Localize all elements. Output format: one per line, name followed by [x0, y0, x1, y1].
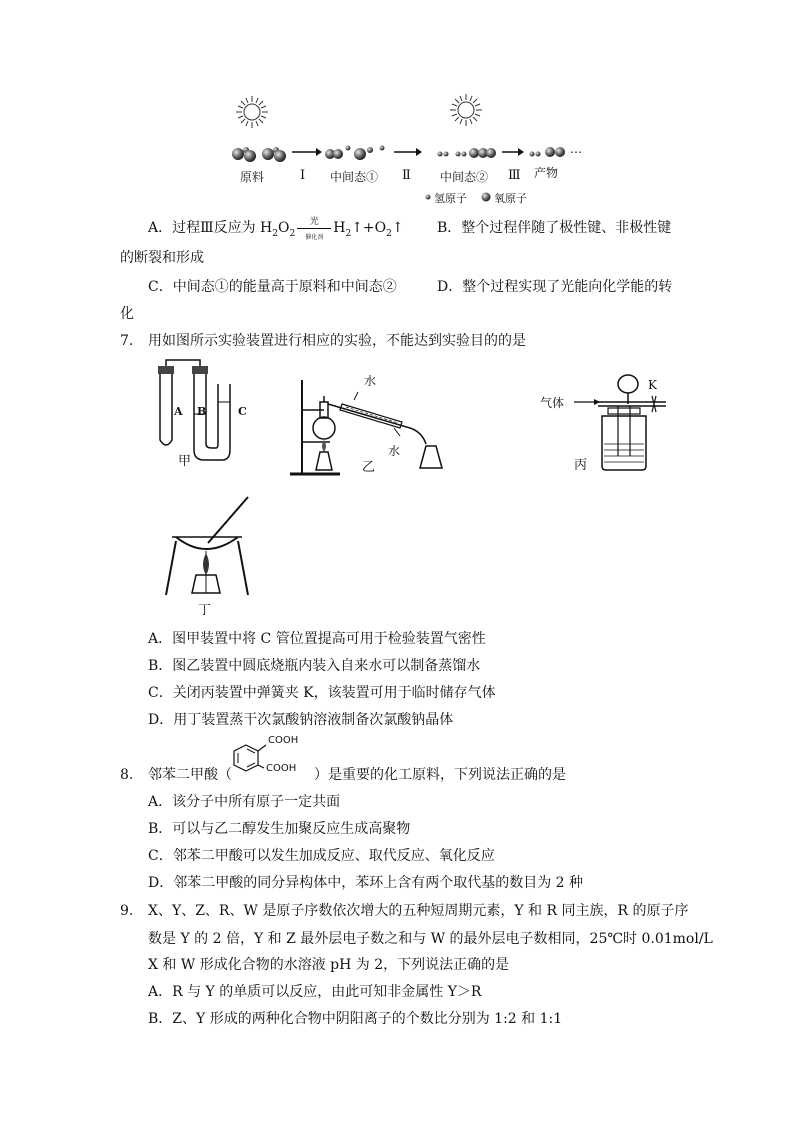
- ding-svg: [162, 495, 262, 620]
- label-jia: 甲: [178, 454, 192, 469]
- q8-option-b: B．可以与乙二醇发生加聚反应生成高聚物: [148, 821, 411, 837]
- q9-option-a: A．R 与 Y 的单质可以反应，由此可知非金属性 Y＞R: [148, 984, 482, 1000]
- q8-option-c: C．邻苯二甲酸可以发生加成反应、取代反应、氧化反应: [148, 848, 495, 864]
- intermediate1-molecules: [325, 146, 385, 161]
- tube-b-label: B: [197, 405, 207, 418]
- k-label: K: [648, 378, 657, 392]
- label-ellipsis: …: [570, 142, 582, 156]
- sun-icon: [236, 96, 268, 128]
- apparatus-bing: [538, 372, 678, 472]
- arrow-icon: [394, 148, 422, 156]
- cooh-bottom: COOH: [266, 763, 297, 774]
- apparatus-yi: [290, 370, 450, 480]
- label-int2: 中间态②: [440, 170, 489, 184]
- label-step3: Ⅲ: [508, 168, 521, 183]
- q9-stem-line1: X、Y、Z、R、W 是原子序数依次增大的五种短周期元素，Y 和 R 同主族，R 的原子序: [148, 903, 689, 919]
- bing-svg: [538, 372, 678, 472]
- q8-option-d: D．邻苯二甲酸的同分异构体中，苯环上含有两个取代基的数目为 2 种: [148, 875, 584, 891]
- q8-stem-post: ）是重要的化工原料，下列说法正确的是: [314, 767, 566, 783]
- apparatus-jia: [150, 360, 250, 475]
- label-step1: Ⅰ: [300, 168, 306, 183]
- water-in-label: 水: [364, 374, 377, 388]
- label-bing: 丙: [574, 458, 588, 473]
- reaction-diagram-svg: [220, 90, 600, 210]
- q8-number: 8.: [120, 767, 134, 783]
- label-step2: Ⅱ: [402, 168, 411, 183]
- tube-a-label: A: [174, 405, 183, 418]
- q8-option-a: A．该分子中所有原子一定共面: [148, 794, 341, 810]
- product-molecules: [530, 147, 566, 157]
- q7-option-c: C．关闭丙装置中弹簧夹 K，该装置可用于临时储存气体: [148, 685, 496, 701]
- q6-option-a: A．过程Ⅲ反应为 $H_2O_2$ $\frac{\text{光}}{\text{催化剂}}$ $H_2↑+O_2↑$: [148, 217, 404, 241]
- q7-option-a: A．图甲装置中将 C 管位置提高可用于检验装置气密性: [148, 631, 486, 647]
- q7-option-d: D．用丁装置蒸干次氯酸钠溶液制备次氯酸钠晶体: [148, 712, 454, 728]
- label-ding: 丁: [198, 603, 212, 618]
- oxygen-legend-icon: [482, 193, 491, 202]
- q8-stem-pre: 邻苯二甲酸（: [148, 767, 232, 783]
- q6-option-b-cont: 的断裂和形成: [120, 250, 204, 266]
- apparatus-ding: [162, 495, 262, 620]
- q9-option-b: B．Z、Y 形成的两种化合物中阴阳离子的个数比分别为 1:2 和 1:1: [148, 1011, 563, 1027]
- q6-option-d: D．整个过程实现了光能向化学能的转: [437, 279, 673, 295]
- hydrogen-legend-icon: [426, 195, 431, 200]
- phthalic-acid-structure: [226, 735, 316, 785]
- raw-molecules: [232, 147, 286, 162]
- q9-stem-line2: 数是 Y 的 2 倍，Y 和 Z 最外层电子数之和与 W 的最外层电子数相同，25℃时 0.01mol/L: [148, 931, 713, 947]
- legend-oxygen: 氧原子: [494, 192, 527, 205]
- q7-stem: 用如图所示实验装置进行相应的实验，不能达到实验目的的是: [148, 333, 526, 349]
- arrow-icon: [502, 148, 524, 156]
- label-product: 产物: [534, 166, 559, 180]
- label-raw: 原料: [240, 170, 265, 184]
- sun-icon: [450, 94, 482, 126]
- label-yi: 乙: [362, 460, 376, 475]
- cooh-top: COOH: [268, 735, 299, 746]
- q6-option-c: C．中间态①的能量高于原料和中间态②: [148, 279, 397, 295]
- reaction-process-figure: [220, 90, 600, 210]
- water-out-label: 水: [388, 444, 401, 458]
- label-int1: 中间态①: [330, 170, 379, 184]
- q9-stem-line3: X 和 W 形成化合物的水溶液 pH 为 2，下列说法正确的是: [148, 957, 510, 973]
- q6-option-d-cont: 化: [120, 306, 134, 322]
- arrow-icon: [292, 148, 322, 156]
- reaction-condition: $\frac{\text{光}}{\text{催化剂}}$: [297, 219, 331, 237]
- intermediate2-molecules: [438, 148, 497, 158]
- tube-c-label: C: [238, 405, 247, 418]
- q7-number: 7.: [120, 333, 134, 349]
- gas-label: 气体: [540, 396, 565, 410]
- q6-option-b: B．整个过程伴随了极性键、非极性键: [437, 220, 672, 236]
- q7-option-b: B．图乙装置中圆底烧瓶内装入自来水可以制备蒸馏水: [148, 658, 481, 674]
- legend-hydrogen: 氢原子: [434, 192, 467, 205]
- q9-number: 9.: [120, 903, 134, 919]
